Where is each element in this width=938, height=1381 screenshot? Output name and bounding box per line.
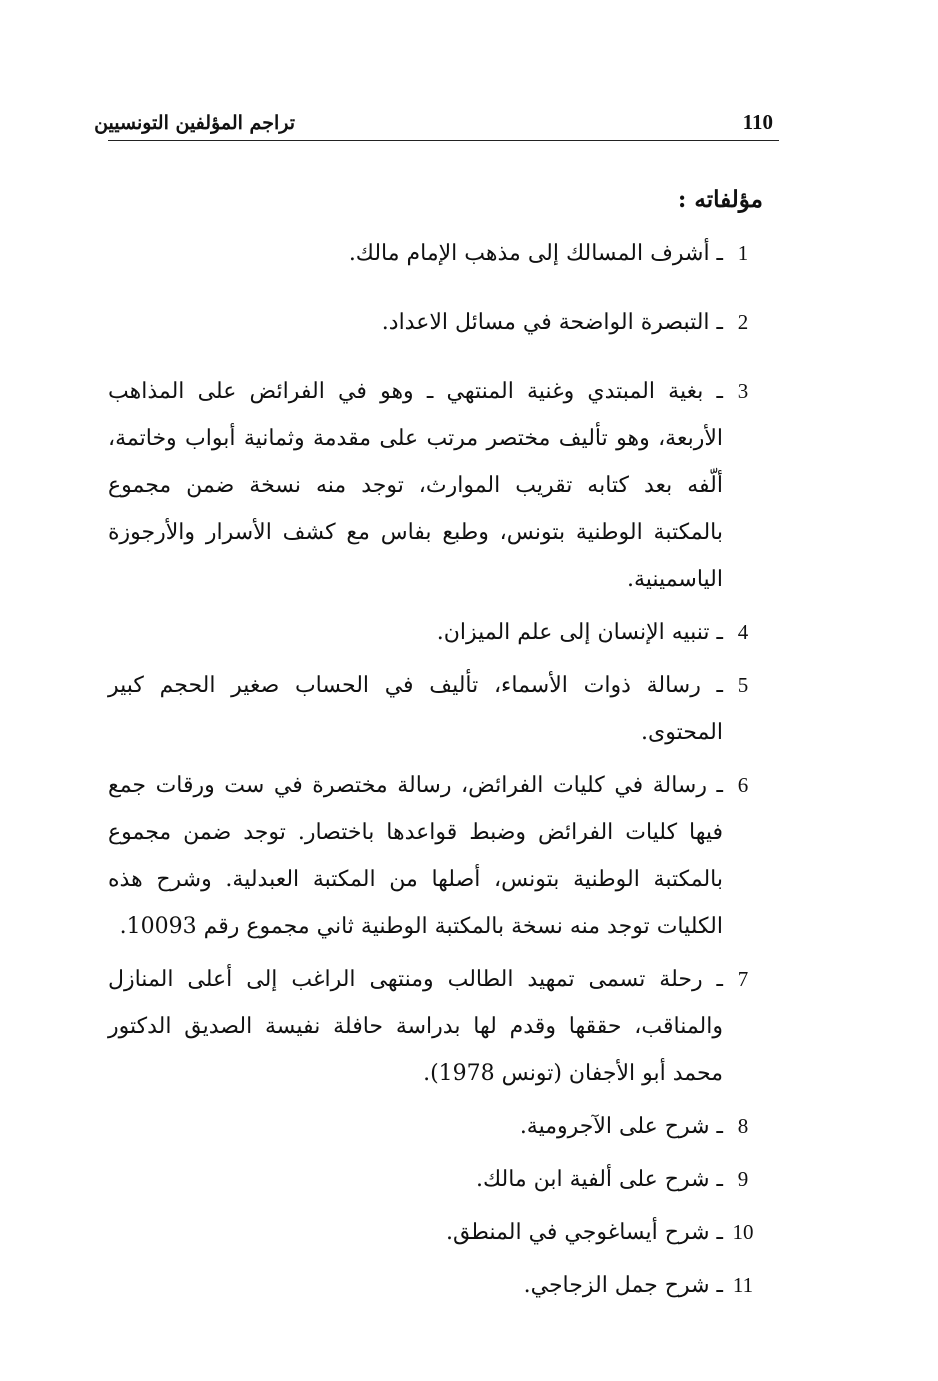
list-item [108, 299, 763, 346]
list-item-number: 9 [737, 1167, 749, 1191]
list-item-number: 1 [737, 241, 749, 265]
list-item-text: ـ بغية المبتدي وغنية المنتهي ـ وهو في الفرائض على المذاهب الأربعة، وهو تأليف مختصر مرتب على مقدمة وثمانية أبواب وخاتمة، ألّفه بعد كتابه تقريب الموارث، توجد منه نسخة ضمن مجموع بالمكتبة الوطنية بتونس، وطبع بفاس مع كشف الأسرار والأرجوزة الياسمينية. [108, 379, 724, 592]
list-item-text: ـ أشرف المسالك إلى مذهب الإمام مالك. [348, 241, 723, 266]
page-body [108, 180, 763, 1309]
list-item-text: ـ تنبيه الإنسان إلى علم الميزان. [436, 620, 723, 645]
list-item [108, 368, 763, 603]
list-item-text: ـ شرح على ألفية ابن مالك. [475, 1167, 723, 1192]
list-item-number: 5 [737, 673, 749, 697]
section-heading: مؤلفاته : [677, 186, 763, 213]
list-item [108, 1262, 763, 1309]
running-header [94, 108, 779, 142]
list-item [108, 609, 763, 656]
list-item-number: 6 [737, 773, 749, 797]
header-divider [108, 140, 779, 141]
list-item-number: 11 [732, 1273, 754, 1297]
list-item-text: ـ رسالة في كليات الفرائض، رسالة مختصرة في ست ورقات جمع فيها كليات الفرائض وضبط قواعدها باختصار. توجد ضمن مجموع بالمكتبة الوطنية بتونس، أصلها من المكتبة العبدلية. وشرح هذه الكليات توجد منه نسخة بالمكتبة الوطنية ثاني مجموع رقم 10093. [108, 773, 723, 939]
list-item-number: 10 [732, 1220, 754, 1244]
list-item [108, 956, 763, 1097]
running-header-title: تراجم المؤلفين التونسيين [94, 112, 295, 134]
page-number: 110 [742, 110, 773, 134]
list-item-text: ـ رحلة تسمى تمهيد الطالب ومنتهى الراغب إلى أعلى المنازل والمناقب، حققها وقدم لها بدراسة حافلة نفيسة الصديق الدكتور محمد أبو الأجفان (تونس 1978). [108, 967, 723, 1086]
list-item-number: 8 [737, 1114, 749, 1138]
list-item-number: 3 [737, 379, 749, 403]
list-item-number: 7 [737, 967, 749, 991]
list-item-text: ـ رسالة ذوات الأسماء، تأليف في الحساب صغير الحجم كبير المحتوى. [108, 673, 723, 745]
list-item [108, 230, 763, 277]
list-item [108, 1209, 763, 1256]
list-item [108, 762, 763, 950]
list-item-text: ـ شرح على الآجرومية. [519, 1114, 723, 1139]
list-item-text: ـ شرح أيساغوجي في المنطق. [446, 1220, 723, 1245]
list-item-number: 2 [737, 310, 749, 334]
list-item-text: ـ شرح جمل الزجاجي. [523, 1273, 723, 1298]
list-item [108, 662, 763, 756]
list-item [108, 1156, 763, 1203]
list-item-number: 4 [737, 620, 749, 644]
list-item-text: ـ التبصرة الواضحة في مسائل الاعداد. [381, 310, 723, 335]
list-item [108, 1103, 763, 1150]
